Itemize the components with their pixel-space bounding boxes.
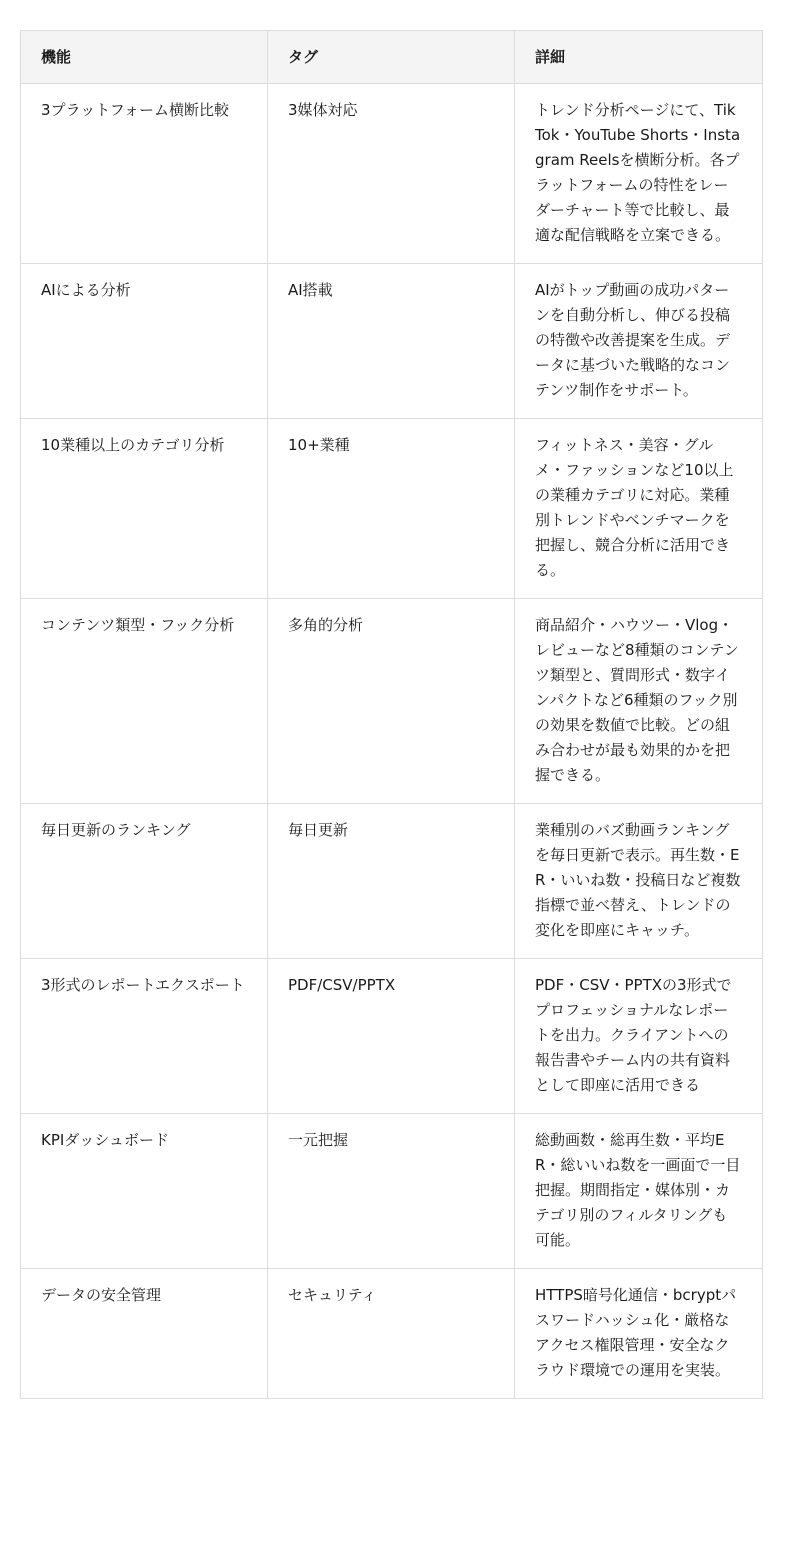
cell-detail: 総動画数・総再生数・平均ER・総いいね数を一画面で一目把握。期間指定・媒体別・カテゴリ別のフィルタリングも可能。 <box>515 1114 763 1269</box>
cell-tag: PDF/CSV/PPTX <box>268 959 515 1114</box>
cell-feature: コンテンツ類型・フック分析 <box>21 599 268 804</box>
header-tag: タグ <box>268 31 515 84</box>
cell-feature: 3プラットフォーム横断比較 <box>21 84 268 264</box>
table-row <box>21 599 763 804</box>
table-row <box>21 84 763 264</box>
cell-detail: 業種別のバズ動画ランキングを毎日更新で表示。再生数・ER・いいね数・投稿日など複数指標で並べ替え、トレンドの変化を即座にキャッチ。 <box>515 804 763 959</box>
cell-feature: データの安全管理 <box>21 1269 268 1399</box>
header-detail: 詳細 <box>515 31 763 84</box>
cell-feature: KPIダッシュボード <box>21 1114 268 1269</box>
cell-detail: フィットネス・美容・グルメ・ファッションなど10以上の業種カテゴリに対応。業種別トレンドやベンチマークを把握し、競合分析に活用できる。 <box>515 419 763 599</box>
table-row <box>21 264 763 419</box>
cell-tag: セキュリティ <box>268 1269 515 1399</box>
table-row <box>21 1269 763 1399</box>
cell-detail: 商品紹介・ハウツー・Vlog・レビューなど8種類のコンテンツ類型と、質問形式・数字インパクトなど6種類のフック別の効果を数値で比較。どの組み合わせが最も効果的かを把握できる。 <box>515 599 763 804</box>
cell-detail: PDF・CSV・PPTXの3形式でプロフェッショナルなレポートを出力。クライアントへの報告書やチーム内の共有資料として即座に活用できる <box>515 959 763 1114</box>
cell-detail: HTTPS暗号化通信・bcryptパスワードハッシュ化・厳格なアクセス権限管理・安全なクラウド環境での運用を実装。 <box>515 1269 763 1399</box>
feature-table-container <box>20 30 762 1399</box>
table-header-row <box>21 31 763 84</box>
cell-detail: トレンド分析ページにて、TikTok・YouTube Shorts・Instagram Reelsを横断分析。各プラットフォームの特性をレーダーチャート等で比較し、最適な配信戦略を立案できる。 <box>515 84 763 264</box>
header-feature: 機能 <box>21 31 268 84</box>
cell-feature: 3形式のレポートエクスポート <box>21 959 268 1114</box>
cell-tag: 多角的分析 <box>268 599 515 804</box>
cell-tag: AI搭載 <box>268 264 515 419</box>
cell-feature: 10業種以上のカテゴリ分析 <box>21 419 268 599</box>
cell-detail: AIがトップ動画の成功パターンを自動分析し、伸びる投稿の特徴や改善提案を生成。データに基づいた戦略的なコンテンツ制作をサポート。 <box>515 264 763 419</box>
feature-table <box>20 30 763 1399</box>
cell-tag: 一元把握 <box>268 1114 515 1269</box>
table-row <box>21 419 763 599</box>
cell-feature: 毎日更新のランキング <box>21 804 268 959</box>
table-row <box>21 959 763 1114</box>
table-row <box>21 1114 763 1269</box>
cell-tag: 10+業種 <box>268 419 515 599</box>
cell-feature: AIによる分析 <box>21 264 268 419</box>
cell-tag: 3媒体対応 <box>268 84 515 264</box>
cell-tag: 毎日更新 <box>268 804 515 959</box>
table-row <box>21 804 763 959</box>
